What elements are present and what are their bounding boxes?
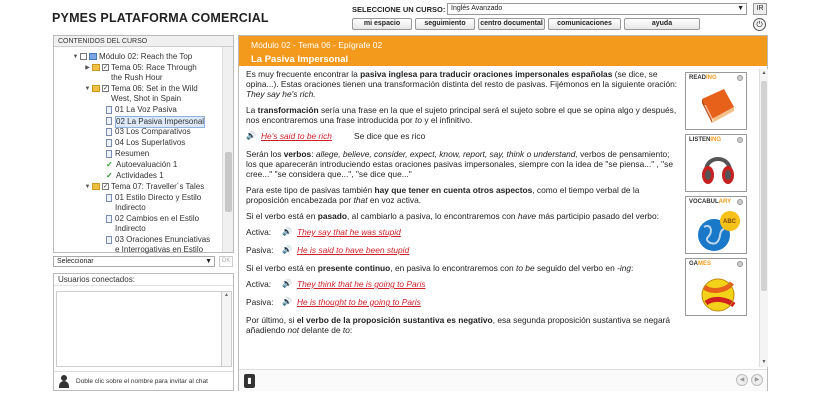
speaker-icon[interactable]: 🔊 xyxy=(282,297,292,306)
tree-item-tema05[interactable] xyxy=(84,63,219,83)
document-icon xyxy=(106,150,112,158)
tree-item-label: 03 Los Comparativos xyxy=(115,127,191,136)
checkbox-icon[interactable] xyxy=(80,53,87,60)
tree-item-label: 02 Cambios en el Estilo Indirecto xyxy=(115,214,200,233)
checkbox-icon[interactable]: ✓ xyxy=(103,86,109,92)
status-dot-icon xyxy=(737,137,743,143)
paragraph: Si el verbo está en presente continuo, en pasiva lo encontraremos con to be seguido del verbo en -ing: xyxy=(246,263,634,273)
paragraph: La transformación sería una frase en la que el sujeto principal será el sujeto sobre el que se opina algo y después, nos encontraremos una frase introducida por to y el infinitivo. xyxy=(246,105,677,125)
brand-title: PYMES PLATAFORMA COMERCIAL xyxy=(52,11,269,25)
tree-item-tema07[interactable] xyxy=(84,182,219,192)
listening-title: LISTENING xyxy=(689,137,722,143)
module-select-row xyxy=(53,256,234,268)
check-icon: ✓ xyxy=(106,171,113,180)
lesson-scrollbar[interactable] xyxy=(759,69,768,367)
tree-item-leaf[interactable] xyxy=(106,160,177,170)
audio-example-link[interactable]: He's said to be rich xyxy=(261,131,332,141)
tree-item-label: 01 La Voz Pasiva xyxy=(115,105,177,114)
speaker-icon[interactable]: 🔊 xyxy=(282,245,292,254)
status-dot-icon xyxy=(737,75,743,81)
folder-icon xyxy=(92,85,100,92)
reading-tile[interactable] xyxy=(685,72,747,130)
audio-example-link[interactable]: He is thought to be going to Paris xyxy=(297,297,421,307)
tree-item-tema06[interactable] xyxy=(84,84,219,104)
tree-item-leaf[interactable] xyxy=(106,149,149,159)
header xyxy=(0,0,820,34)
example-row xyxy=(246,227,679,237)
tree-item-module[interactable] xyxy=(72,52,222,62)
checkbox-icon[interactable]: ✓ xyxy=(103,184,109,190)
connected-users-title: Usuarios conectados: xyxy=(54,274,233,286)
chevron-down-icon: ▼ xyxy=(205,258,212,265)
connected-users-list[interactable] xyxy=(56,291,222,367)
ok-button[interactable]: OK xyxy=(219,256,233,267)
passive-label: Pasiva: xyxy=(246,297,274,307)
document-icon xyxy=(106,128,112,136)
nav-ayuda-button[interactable]: ayuda xyxy=(624,18,700,30)
document-icon xyxy=(106,117,112,125)
folder-icon xyxy=(92,64,100,71)
tree-item-leaf[interactable] xyxy=(106,127,191,137)
tree-item-leaf[interactable] xyxy=(106,214,216,234)
bookmark-icon[interactable]: ▮ xyxy=(244,374,255,388)
active-label: Activa: xyxy=(246,279,272,289)
abc-badge: ABC xyxy=(723,219,736,225)
example-row xyxy=(246,279,679,289)
tree-item-leaf[interactable] xyxy=(106,105,177,115)
prev-page-icon[interactable]: ◀ xyxy=(736,374,748,386)
nav-comunicaciones-button[interactable]: comunicaciones xyxy=(548,18,621,30)
games-title: GAMES xyxy=(689,261,712,267)
lesson-panel xyxy=(238,35,768,391)
listening-tile[interactable] xyxy=(685,134,747,192)
paragraph: Para este tipo de pasivas también hay que tener en cuenta otros aspectos, como el tiempo verbal de la proposición encabezada por that en voz activa. xyxy=(246,185,640,205)
course-tree xyxy=(54,47,223,252)
tree-item-label: 02 La Pasiva Impersonal xyxy=(116,117,205,126)
tree-item-label: Autoevaluación 1 xyxy=(116,160,178,169)
go-button[interactable]: IR xyxy=(753,3,767,15)
scrollbar-thumb[interactable] xyxy=(761,81,767,291)
check-icon: ✓ xyxy=(106,160,113,169)
tree-scrollbar[interactable] xyxy=(222,47,233,252)
lesson-body xyxy=(246,69,679,367)
lesson-title: La Pasiva Impersonal xyxy=(251,54,349,65)
example-translation: Se dice que es rico xyxy=(354,131,426,141)
module-select-value: Seleccionar xyxy=(57,258,94,265)
tree-item-label: Actividades 1 xyxy=(116,171,164,180)
course-contents-title: CONTENIDOS DEL CURSO xyxy=(54,36,233,47)
tree-item-label: Tema 05: Race Through the Rush Hour xyxy=(111,63,197,82)
nav-seguimiento-button[interactable]: seguimiento xyxy=(415,18,475,30)
audio-example-link[interactable]: He is said to have been stupid xyxy=(297,245,410,255)
course-select[interactable] xyxy=(447,3,747,15)
passive-label: Pasiva: xyxy=(246,245,274,255)
speaker-icon[interactable]: 🔊 xyxy=(282,279,292,288)
example-row xyxy=(246,297,679,307)
lesson-footer xyxy=(239,369,767,391)
scrollbar-thumb[interactable] xyxy=(225,152,232,212)
games-tile[interactable] xyxy=(685,258,747,316)
status-dot-icon xyxy=(737,199,743,205)
connected-users-panel xyxy=(53,273,234,391)
document-icon xyxy=(106,215,112,223)
audio-example-link[interactable]: They think that he is going to Paris xyxy=(297,279,426,289)
document-icon xyxy=(106,106,112,114)
ball-icon xyxy=(698,271,738,313)
collapse-icon[interactable]: ▼ xyxy=(84,184,91,190)
next-page-icon[interactable]: ▶ xyxy=(751,374,763,386)
active-label: Activa: xyxy=(246,227,272,237)
tree-item-label: Resumen xyxy=(115,149,150,158)
status-dot-icon xyxy=(737,261,743,267)
paragraph: Si el verbo está en pasado, al cambiarlo a pasiva, lo encontraremos con have más participio pasado del verbo: xyxy=(246,211,659,221)
audio-example-link[interactable]: They say that he was stupid xyxy=(297,227,401,237)
vocabulary-tile[interactable] xyxy=(685,196,747,254)
speaker-icon[interactable]: 🔊 xyxy=(282,227,292,236)
example-row xyxy=(246,245,679,255)
document-icon xyxy=(106,139,112,147)
tree-item-leaf[interactable] xyxy=(106,138,185,148)
lesson-header xyxy=(239,36,767,66)
globe-icon xyxy=(696,209,742,253)
book-icon xyxy=(698,85,738,127)
breadcrumb: Módulo 02 - Tema 06 - Epígrafe 02 xyxy=(251,40,383,50)
course-select-label: SELECCIONE UN CURSO: xyxy=(352,5,446,14)
users-hint xyxy=(54,371,233,390)
folder-icon xyxy=(89,53,97,60)
module-select[interactable] xyxy=(53,256,215,267)
headphones-icon xyxy=(698,147,738,189)
tree-item-label: Módulo 02: Reach the Top xyxy=(99,52,193,61)
expand-icon[interactable]: ▶ xyxy=(85,65,90,71)
person-icon xyxy=(59,375,69,388)
scroll-down-icon[interactable]: ▼ xyxy=(761,359,767,365)
paragraph: Serán los verbos: allege, believe, consider, expect, know, report, say, think o understand, verbos de pensamiento; los que aparecerán introduciendo estas oraciones pasivas impersonales, siempre con la idea de "se piensa..." , "se cree..." "se considera que...", "se dice que..." xyxy=(246,149,673,179)
course-select-value: Inglés Avanzado xyxy=(451,5,503,12)
paragraph: Es muy frecuente encontrar la pasiva inglesa para traducir oraciones impersonales españolas (se dice, se opina...). Estas oraciones tienen una transformación distinta del resto de pasivas. Fijémonos en la siguiente oración: They say he's rich. xyxy=(246,69,678,99)
tree-item-label: 01 Estilo Directo y Estilo Indirecto xyxy=(115,193,202,212)
users-hint-text: Doble clic sobre el nombre para invitar al chat xyxy=(76,378,208,385)
power-icon[interactable]: ⏻ xyxy=(753,18,766,31)
chevron-down-icon: ▼ xyxy=(737,5,744,12)
document-icon xyxy=(106,194,112,202)
users-scrollbar[interactable]: ▲ xyxy=(222,291,232,367)
checkbox-icon[interactable]: ✓ xyxy=(103,65,109,71)
speaker-icon[interactable]: 🔊 xyxy=(246,131,256,140)
tree-item-label: 03 Oraciones Enunciativas e Interrogativas en Estilo xyxy=(115,235,211,254)
collapse-icon[interactable]: ▼ xyxy=(72,54,79,60)
tree-item-label: Tema 07: Traveller´s Tales xyxy=(111,182,205,191)
scroll-up-icon[interactable]: ▲ xyxy=(761,70,767,76)
tree-item-leaf[interactable] xyxy=(106,193,216,213)
example-row xyxy=(246,131,679,141)
nav-centro-documental-button[interactable]: centro documental xyxy=(478,18,545,30)
folder-icon xyxy=(92,183,100,190)
collapse-icon[interactable]: ▼ xyxy=(84,86,91,92)
tree-item-leaf[interactable] xyxy=(106,171,164,181)
document-icon xyxy=(106,236,112,244)
tree-item-label: Tema 06: Set in the Wild West, Shot in Spain xyxy=(111,84,198,103)
course-contents-panel xyxy=(53,35,234,253)
reading-title: READING xyxy=(689,75,717,81)
paragraph: Por último, si el verbo de la proposición sustantiva es negativo, esa segunda proposición sustantiva se negará añadiendo not delante de to: xyxy=(246,315,671,335)
main-nav xyxy=(352,18,703,30)
vocabulary-title: VOCABULARY xyxy=(689,199,732,205)
tree-item-label: 04 Los Superlativos xyxy=(115,138,186,147)
nav-mi-espacio-button[interactable]: mi espacio xyxy=(352,18,412,30)
